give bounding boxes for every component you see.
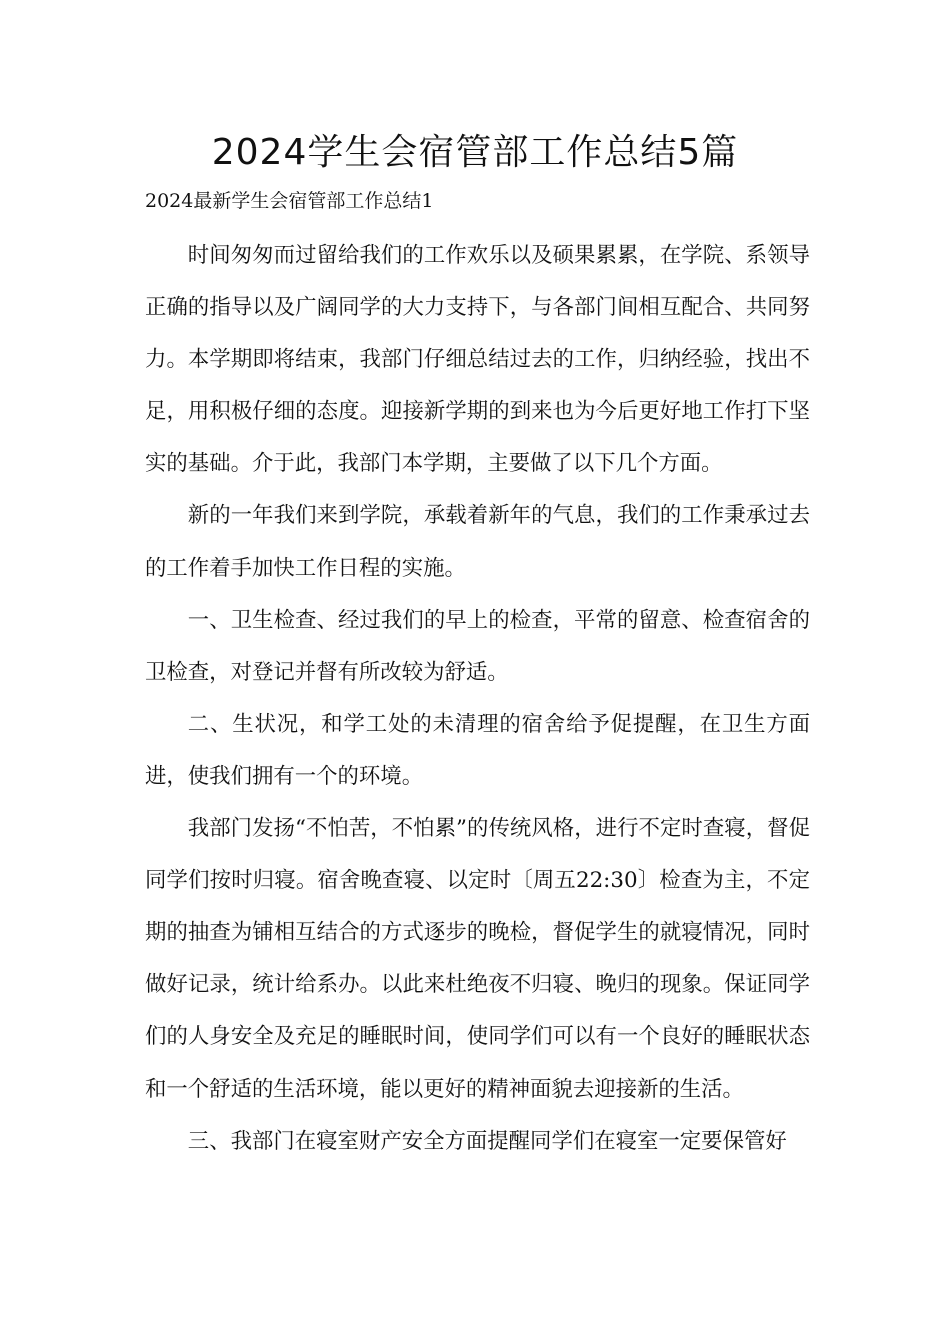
paragraph: 我部门发扬“不怕苦，不怕累”的传统风格，进行不定时查寝，督促同学们按时归寝。宿舍晚查寝、以定时〔周五22:30〕检查为主，不定期的抽查为铺相互结合的方式逐步的晚检，督促学生的就寝情况，同时做好记录，统计给系办。以此来杜绝夜不归寝、晚归的现象。保证同学们的人身安全及充足的睡眠时间，使同学们可以有一个良好的睡眠状态和一个舒适的生活环境，能以更好的精神面貌去迎接新的生活。: [145, 816, 810, 1102]
paragraph: 二、生状况，和学工处的未清理的宿舍给予促提醒，在卫生方面进，使我们拥有一个的环境。: [145, 711, 810, 789]
document-title: 2024学生会宿管部工作总结5篇: [211, 132, 739, 173]
document-subtitle: 2024最新学生会宿管部工作总结1: [145, 190, 434, 212]
document-body: [145, 230, 810, 1168]
paragraph: 一、卫生检查、经过我们的早上的检查，平常的留意、检查宿舍的卫检查，对登记并督有所改较为舒适。: [145, 607, 810, 685]
paragraph: 三、我部门在寝室财产安全方面提醒同学们在寝室一定要保管好: [187, 1128, 787, 1154]
paragraph: 新的一年我们来到学院，承载着新年的气息，我们的工作秉承过去的工作着手加快工作日程的实施。: [145, 503, 810, 581]
paragraph: 时间匆匆而过留给我们的工作欢乐以及硕果累累，在学院、系领导正确的指导以及广阔同学的大力支持下，与各部门间相互配合、共同努力。本学期即将结束，我部门仔细总结过去的工作，归纳经验，找出不足，用积极仔细的态度。迎接新学期的到来也为今后更好地工作打下坚实的基础。介于此，我部门本学期，主要做了以下几个方面。: [145, 243, 810, 477]
